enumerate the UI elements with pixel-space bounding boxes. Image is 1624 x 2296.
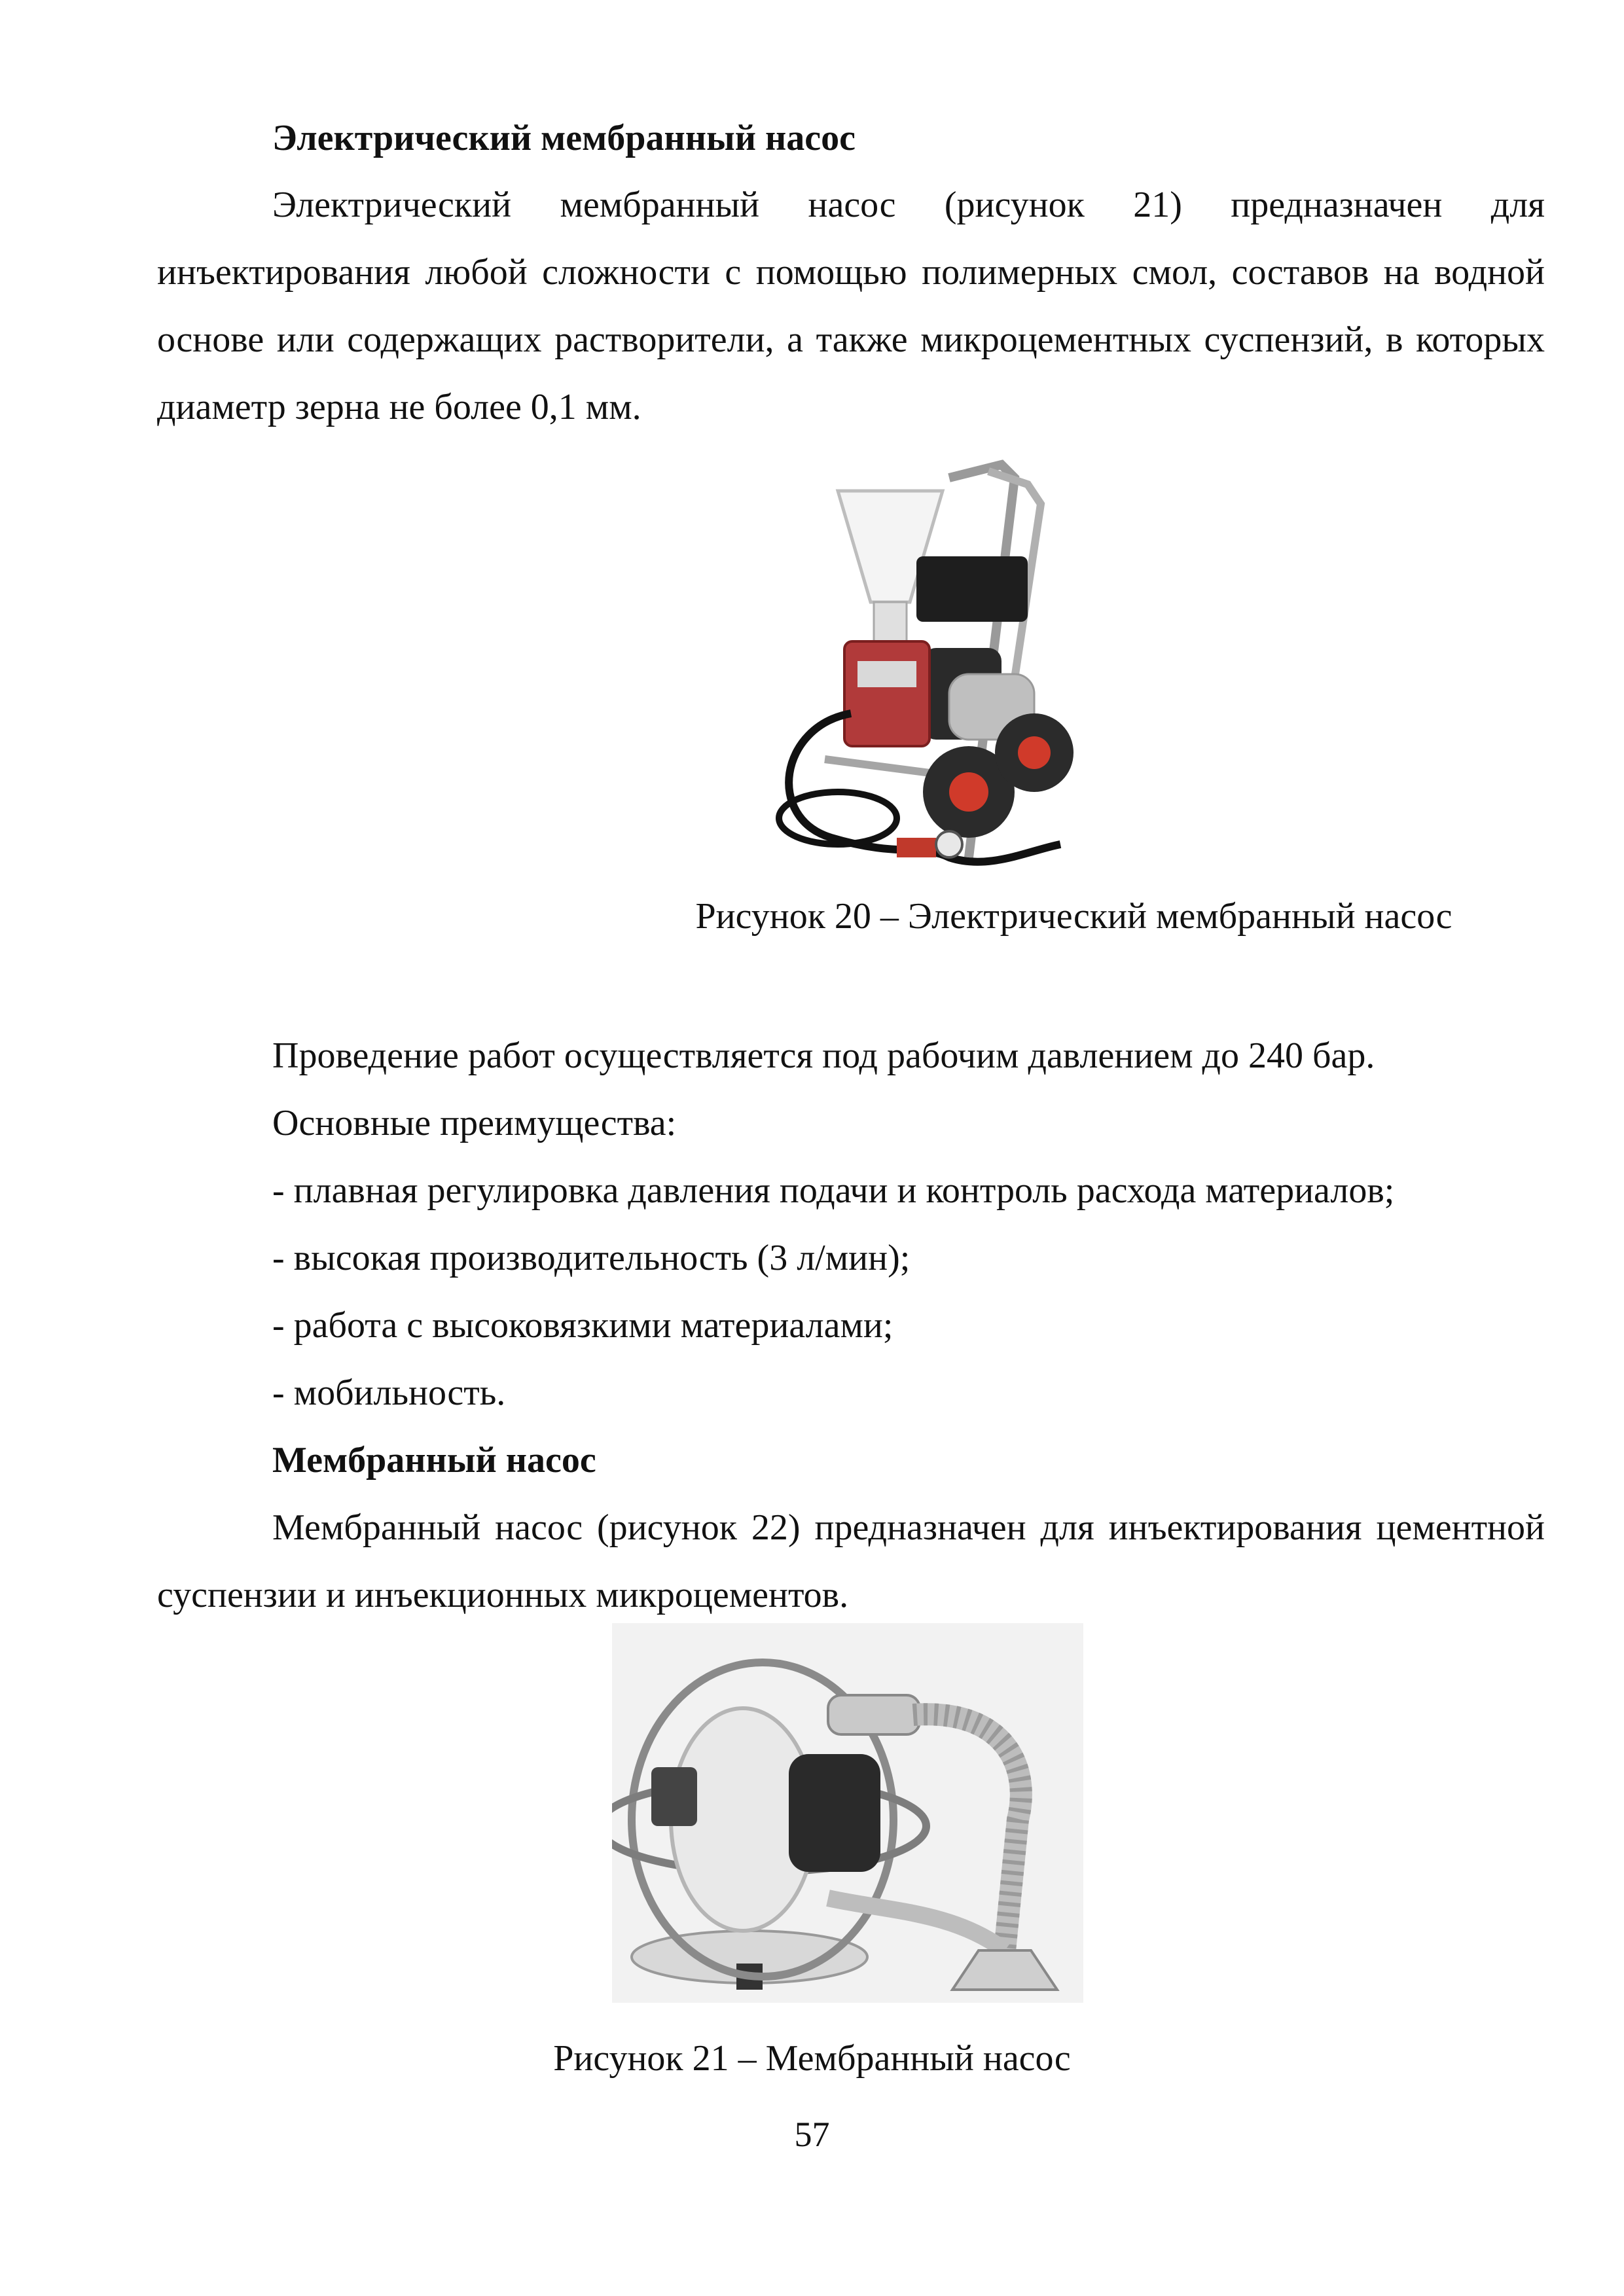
figure-21-caption: Рисунок 21 – Мембранный насос xyxy=(553,2038,1071,2079)
list-item: - высокая производительность (3 л/мин); xyxy=(272,1238,911,1278)
list-item: - плавная регулировка давления подачи и контроль расхода материалов; xyxy=(272,1170,1395,1211)
page-number: 57 xyxy=(794,2115,830,2154)
list-item: - мобильность. xyxy=(272,1372,506,1413)
pressure-text: Проведение работ осуществляется под рабочим давлением до 240 бар. xyxy=(272,1035,1375,1076)
figure-21-image xyxy=(612,1623,1083,2003)
paragraph-membrane-pump: Мембранный насос (рисунок 22) предназначен для инъектирования цементной суспензии и инъекционных микроцементов. xyxy=(157,1507,1545,1615)
figure-20-caption: Рисунок 20 – Электрический мембранный насос xyxy=(695,896,1453,937)
advantages-title: Основные преимущества: xyxy=(272,1103,677,1143)
paragraph-electric-pump: Электрический мембранный насос (рисунок 21) предназначен для инъектирования любой сложности с помощью полимерных смол, составов на водной основе или содержащих растворители, а также микроцементных суспензий, в которых диаметр зерна не более 0,1 мм. xyxy=(157,185,1545,427)
section-heading-membrane-pump: Мембранный насос xyxy=(272,1440,596,1480)
list-item: - работа с высоковязкими материалами; xyxy=(272,1305,893,1346)
figure-20-image xyxy=(753,452,1093,884)
section-heading-electric-pump: Электрический мембранный насос xyxy=(272,118,856,158)
